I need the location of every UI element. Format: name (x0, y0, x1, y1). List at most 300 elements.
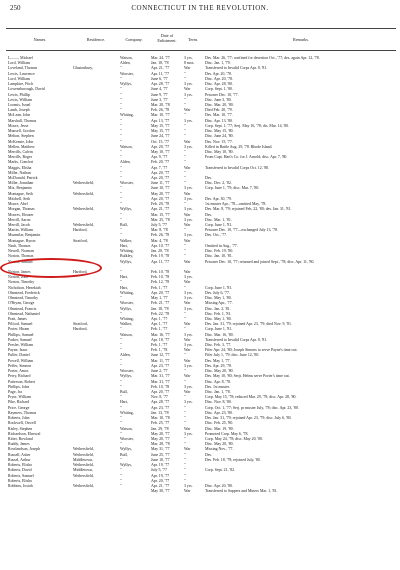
cell-remarks: Disc. Nov. 8, '80. (205, 400, 232, 405)
cell-name: Montague, Seth (8, 191, 33, 196)
cell-remarks: Transferred to Invalid Corps Apr. 8, '81. (205, 66, 268, 71)
cell-term: War (184, 426, 191, 431)
cell-name: Porter, Amos (8, 369, 29, 374)
cell-company: Wooster, (120, 301, 134, 306)
cell-company: Hart, (120, 243, 128, 248)
cell-term: War (184, 66, 191, 71)
cell-term: 3 yrs. (184, 296, 193, 301)
cell-residence: Wethersfield, (73, 463, 94, 468)
cell-date: Feb. 19, '78 (151, 254, 170, 259)
cell-remarks: Disc. Apr. 13, '80. (205, 118, 234, 123)
cell-date: May 20, '77 (151, 436, 170, 441)
cell-name: Phillips, John (8, 384, 30, 389)
cell-name: Peffer, Simeon (8, 363, 32, 368)
cell-name: Mix, Benjamin (8, 186, 32, 191)
cell-date: Feb. 25, '77 (151, 421, 170, 426)
cell-remarks: Disc. Mar. 20, '80. (205, 102, 234, 107)
cell-date: Mar. 10, '77 (151, 113, 170, 118)
cell-name: Lewis, Phillip (8, 92, 30, 97)
cell-term: " (184, 202, 186, 207)
cell-term: War (184, 447, 191, 452)
cell-name: Price, George (8, 405, 30, 410)
cell-remarks: Disc. Jan. 1, '79. (205, 61, 231, 66)
cell-company: " (120, 269, 122, 274)
cell-name: Olmstead, Francis (8, 306, 37, 311)
cell-term: 3 yrs. (184, 82, 193, 87)
cell-date: Feb. 26, '78 (151, 108, 170, 113)
cell-remarks: Disc. Apr. 8, '78. (205, 379, 232, 384)
cell-remarks: Disc. June 3, '80. (205, 97, 232, 102)
cell-company: " (120, 311, 122, 316)
cell-term: " (184, 442, 186, 447)
cell-remarks: Corp. June 1, '79; disc. Mar. 7, '80. (205, 186, 260, 191)
cell-date: Apr. 11, '77 (151, 259, 170, 264)
cell-term: " (184, 176, 186, 181)
cell-remarks: Disc. Feb. 1, '81. (205, 311, 232, 316)
cell-date: Mar. 25, '78 (151, 217, 170, 222)
cell-date: June 11, '77 (151, 181, 170, 186)
cell-date: Mar. 20, '78 (151, 102, 170, 107)
cell-remarks: Corp. Oct. 1, '77; Serj. pr muster July, '78; disc. Apr. 23, '80. (205, 405, 299, 410)
cell-name: Marks, Comfort (8, 160, 34, 165)
cell-company: Whiting, (120, 290, 134, 295)
cell-date: Feb. 1, '78 (151, 348, 168, 353)
cell-date: Feb. 10, '78 (151, 269, 170, 274)
cell-residence: Stratford, (73, 238, 88, 243)
cell-remarks: 1st muster Apr., '78—omitted May, '78. (205, 202, 267, 207)
cell-remarks: Omitted in Aug., '77. (205, 243, 238, 248)
cell-company: " (120, 421, 122, 426)
cell-company: Wyllys, (120, 207, 132, 212)
cell-name: Russell, Asher (8, 452, 31, 457)
cell-name: Melton, Stephen (8, 134, 34, 139)
cell-date: Apr. 28, '77 (151, 82, 170, 87)
col-name: Names. (33, 37, 47, 42)
cell-remarks: Disc. Apr. 20, '80. (205, 483, 234, 488)
page-number: 250 (10, 4, 21, 12)
cell-name: Presler, William (8, 343, 34, 348)
cell-remarks: Des. May 1, '77. (205, 358, 231, 363)
cell-name: Perry, Richard (8, 374, 31, 379)
cell-company: Wyllys, (120, 447, 132, 452)
cell-residence: Wethersfield, (73, 223, 94, 227)
cell-residence: Wethersfield, (73, 207, 94, 212)
cell-remarks: Disc. Dec. 2, '82. (205, 181, 232, 186)
cell-name: Lewis, Lawrence (8, 71, 35, 76)
cell-remarks: Missing Nov., '77. (205, 447, 234, 452)
cell-company: " (120, 123, 122, 128)
cell-term: 3 yrs. (184, 363, 193, 368)
cell-company: Bull, (120, 452, 128, 457)
cell-company: " (120, 87, 122, 92)
cell-term: 3 yrs. (184, 233, 193, 238)
cell-company: " (120, 191, 122, 196)
cell-company: " (120, 442, 122, 447)
cell-residence: Wethersfield, (73, 483, 94, 488)
cell-name: Robbins, Josiah (8, 483, 33, 488)
cell-company: Watson, (120, 56, 133, 60)
cell-company: Watson, (120, 426, 133, 431)
cell-company: " (120, 343, 122, 348)
cell-date: May 1, '77 (151, 296, 168, 301)
cell-term: " (184, 457, 186, 462)
cell-remarks: Disc. Apr. 28, '80. (205, 82, 234, 87)
cell-name: Parker, Samuel (8, 337, 32, 342)
cell-term: " (184, 311, 186, 316)
cell-name: Montague, Byron (8, 238, 36, 243)
highlight-oval (0, 258, 102, 278)
cell-date: Apr. 20, '77 (151, 170, 170, 175)
cell-term: " (184, 395, 186, 400)
cell-date: June 25, '77 (151, 452, 170, 457)
cell-term: War (184, 374, 191, 379)
cell-name: Porter, Hiram (8, 327, 30, 332)
cell-name: Moores, Eleazer (8, 212, 34, 217)
cell-name: Moore, Jesse (8, 123, 29, 128)
cell-name: Ruddy, James (8, 442, 30, 447)
cell-term: " (184, 436, 186, 441)
cell-name: Roberts, Samuel (8, 473, 34, 478)
cell-remarks: Fifer Apr. 24, '80; Joseph Simons to serve Payne's time out. (205, 348, 298, 353)
cell-term: War (184, 322, 191, 327)
cell-company: " (120, 129, 122, 134)
cell-company: " (120, 76, 122, 81)
cell-date: Mar. 11, '77 (151, 358, 170, 363)
cell-remarks: Des. (205, 212, 213, 217)
cell-term: 3 yrs. (184, 431, 193, 436)
cell-company: Wyllys, (120, 463, 132, 468)
cell-name: Phillips, Samuel (8, 332, 34, 337)
cell-date: May 30, '77 (151, 489, 170, 494)
cell-name: Rowlandson, Joseph (8, 447, 40, 452)
cell-residence: Glastonbury, (73, 66, 93, 71)
cell-company: Bull, (120, 390, 128, 394)
cell-term: " (184, 71, 186, 76)
cell-date: June 10, '77 (151, 457, 170, 462)
cell-remarks: Des. Apr. 20, '78. (205, 71, 232, 76)
cell-name: Merrill, Aaron (8, 217, 31, 222)
cell-term: 3 yrs. (184, 275, 193, 280)
cell-date: Feb. 1, '77 (151, 327, 168, 332)
cell-date: Mar. 8, '78 (151, 228, 168, 233)
cell-company: " (120, 384, 122, 389)
cell-term: " (184, 463, 186, 468)
cell-term: War (184, 390, 191, 394)
cell-name: Ritter, Rowland (8, 436, 33, 441)
cell-date: Apr. 20, '77 (151, 290, 170, 295)
cell-date: Mar. 28, '78 (151, 442, 170, 447)
cell-name: Miller, Jonathan (8, 181, 34, 186)
cell-date: Apr. 10, '77 (151, 243, 170, 248)
cell-date: Apr. 1, '77 (151, 316, 168, 321)
cell-date: May 15, '77 (151, 129, 170, 134)
cell-date: Apr. 11, '77 (151, 71, 170, 76)
cell-company: Wyllys, (120, 259, 132, 264)
cell-remarks: Des. May 10, '80; Serjt. Helms serve Porter's time out. (205, 374, 290, 379)
cell-company: " (120, 348, 122, 353)
cell-term: War (184, 191, 191, 196)
cell-date: Mar. 16, '77 (151, 332, 170, 337)
cell-name: Lampkire, Fitch (8, 82, 34, 87)
cell-date: June 2, '77 (151, 369, 168, 374)
cell-name: Payne, Isaac (8, 348, 28, 353)
cell-company: " (120, 327, 122, 332)
cell-name: Lowensborough, David (8, 87, 45, 92)
cell-remarks: Des. Nov. 15, '77. (205, 139, 233, 144)
cell-name: Rockwell, Oswell (8, 421, 36, 426)
cell-name: Richardson, Elnewal (8, 431, 41, 436)
cell-remarks: Des. (205, 452, 213, 457)
cell-remarks: Transferred to Sappers and Miners Mar. 1, '81. (205, 489, 278, 494)
cell-company: " (120, 280, 122, 285)
cell-term: " (184, 478, 186, 483)
cell-company: Walker, (120, 238, 132, 243)
cell-name: Russel, Arthur (8, 457, 31, 462)
cell-residence: Wethersfield, (73, 473, 94, 478)
cell-name: Norton, James (8, 269, 31, 274)
cell-term: " (184, 129, 186, 134)
cell-remarks: Des. Apr. 30, '79. (205, 196, 232, 201)
cell-term: War (184, 280, 191, 285)
page-title: CONNECTICUT IN THE REVOLUTION. (131, 4, 269, 12)
cell-company: Wooster, (120, 71, 134, 76)
col-residence: Residence. (86, 37, 106, 42)
cell-date: Jan. 20, '78 (151, 249, 169, 254)
cell-date: Apr. 7, '77 (151, 165, 168, 170)
cell-remarks: Killed in Battle Aug. 29, '78. Rhode Island. (205, 144, 273, 149)
cell-name: Pratt, James (8, 316, 27, 321)
cell-remarks: Des. Mar. 10, '77. (205, 113, 233, 118)
cell-name: Merrill, Jacob (8, 223, 30, 227)
cell-remarks: Des. Mar. 26, '77; confined for desertion Oct., '77; des. again Apr. 12, '78. (205, 56, 320, 60)
cell-term: " (184, 102, 186, 107)
cell-term: War (184, 108, 191, 113)
cell-remarks: Disc. June 24, '80. (205, 134, 234, 139)
cell-name: Norton, Samuel (8, 259, 33, 264)
cell-company: Whiting, (120, 410, 134, 415)
cell-remarks: Disc. Feb. 3, '77. (205, 343, 232, 348)
cell-company: Whiting, (120, 113, 134, 118)
cell-remarks: Des. Jan. 31, '79; rejoined Apr. 23, '79; disc. July 6, '80. (205, 416, 292, 421)
cell-name: Mellen, Matthew (8, 144, 35, 149)
cell-company: " (120, 483, 122, 488)
cell-term: War (184, 337, 191, 342)
cell-name: Moore, Abel (8, 202, 28, 207)
cell-residence: Hartford, (73, 269, 88, 274)
cell-name: Nash, Thomas (8, 243, 31, 248)
cell-date: Apr. 1, '77 (151, 322, 168, 327)
cell-date: Apr. 20, '77 (151, 196, 170, 201)
cell-residence: Hartford, (73, 327, 88, 332)
cell-company: " (120, 379, 122, 384)
cell-date: Apr. 21, '77 (151, 207, 170, 212)
cell-name: Roberts, David (8, 468, 32, 473)
cell-term: " (184, 249, 186, 254)
cell-remarks: Des. (205, 176, 213, 181)
header-rule-top (6, 28, 396, 29)
cell-company: Walker, (120, 322, 132, 327)
cell-remarks: Missing Apr., '77. (205, 301, 233, 306)
cell-company: " (120, 473, 122, 478)
cell-date: June 24, '77 (151, 134, 170, 139)
cell-remarks: Disc. Jan. 1, '78. (205, 390, 231, 394)
cell-name: Loomis, Israel (8, 102, 31, 107)
cell-name: Marshall, Thomas (8, 118, 37, 123)
cell-remarks: Corp. Sept. 21, '82. (205, 468, 235, 473)
cell-name: Pike, Richard (8, 400, 30, 405)
cell-company: " (120, 337, 122, 342)
cell-company: " (120, 176, 122, 181)
cell-residence: Middletown, (73, 468, 93, 473)
cell-date: Feb. 20, '77 (151, 160, 170, 165)
cell-remarks: Disc. May 15, '80. (205, 129, 234, 134)
cell-term: " (184, 149, 186, 154)
cell-date: Feb. 10, '78 (151, 275, 170, 280)
cell-company: " (120, 92, 122, 97)
cell-company: " (120, 102, 122, 107)
cell-name: Martin, William (8, 228, 34, 233)
cell-date: Jan. 18, '78 (151, 61, 169, 66)
cell-date: Apr. 19, '77 (151, 463, 170, 468)
cell-date: May 31, '77 (151, 447, 170, 452)
cell-name: Miller, Nathan (8, 170, 31, 175)
cell-term: War (184, 259, 191, 264)
cell-name: Patterson, Robert (8, 379, 36, 384)
cell-company: " (120, 186, 122, 191)
cell-company: " (120, 202, 122, 207)
cell-remarks: Corp. May 15, '78; reduced Mar. 29, '79; disc. Apr. 28, '80. (205, 395, 297, 400)
cell-remarks: Disc. Jan. 10, '81. (205, 254, 233, 259)
cell-name: Pulfer, Daniel (8, 353, 30, 358)
cell-date: Apr. 20, '77 (151, 478, 170, 483)
cell-date: May 15, '77 (151, 123, 170, 128)
cell-date: June 3, '77 (151, 97, 168, 102)
cell-name: Norton, Timothy (8, 280, 35, 285)
cell-date: Apr. 19, '77 (151, 473, 170, 478)
cell-remarks: Des. July 6, '77. (205, 290, 230, 295)
cell-name: Merrills, Calvin (8, 149, 33, 154)
cell-term: War (184, 223, 191, 227)
cell-term: 3 yrs. (184, 400, 193, 405)
cell-name: McLean, John (8, 113, 31, 118)
cell-company: Alden, (120, 160, 131, 165)
cell-company: Wooster, (120, 436, 134, 441)
cell-company: " (120, 97, 122, 102)
cell-term: " (184, 369, 186, 374)
cell-name: Muzmilar, Benjamin (8, 233, 41, 238)
cell-remarks: Corp. May 24, '78; disc. May 20, '80. (205, 436, 264, 441)
cell-remarks: Corp. June 1, '81. (205, 223, 233, 227)
cell-company: " (120, 108, 122, 113)
cell-name: Roberts, Elisha (8, 478, 32, 483)
cell-term: " (184, 468, 186, 473)
cell-name: Powell, William (8, 358, 34, 363)
cell-date: Mar. 24, '77 (151, 56, 170, 60)
cell-remarks: From Capt. Hart's Co. for J. Arnold; disc. Apr. 7, '80. (205, 155, 288, 160)
cell-remarks: Disc. Feb. 25, '80. (205, 421, 234, 426)
cell-company: " (120, 118, 122, 123)
cell-date: Mar. 31, '77 (151, 379, 170, 384)
cell-name: Nicholson, Hezekiah (8, 285, 41, 290)
cell-term: " (184, 76, 186, 81)
cell-company: Wyllys, (120, 82, 132, 87)
cell-term: " (184, 353, 186, 358)
cell-term: 8 mos. (184, 61, 195, 66)
cell-remarks: Disc. Mar. 1, '81. (205, 217, 232, 222)
cell-name: O'Bryan, George (8, 301, 35, 306)
cell-term: War (184, 212, 191, 217)
cell-date: Apr. 9, '77 (151, 155, 168, 160)
cell-remarks: Disc. Apr. 20, '78. (205, 76, 234, 81)
cell-date: May 20, '77 (151, 431, 170, 436)
cell-name: Lord, William (8, 61, 31, 66)
cell-company: " (120, 457, 122, 462)
cell-term: " (184, 452, 186, 457)
cell-term: War (184, 348, 191, 353)
cell-company: " (120, 66, 122, 71)
cell-remarks: Disc. May 10, '80. (205, 149, 234, 154)
cell-date: Apr. 20, '77 (151, 144, 170, 149)
cell-term: 3 yrs. (184, 207, 193, 212)
cell-company: Hart, (120, 400, 128, 405)
table-row (0, 489, 400, 494)
cell-company: " (120, 139, 122, 144)
cell-company: Alden, (120, 353, 131, 358)
cell-date: Feb. 20, '78 (151, 202, 170, 207)
cell-date: Feb. 12, '78 (151, 280, 170, 285)
cell-term: 3 yrs. (184, 290, 193, 295)
cell-name: Lord, William (8, 76, 31, 81)
cell-remarks: Corp. Sept. 1, '80. (205, 87, 234, 92)
cell-name: L——, Michael (8, 56, 33, 60)
cell-date: June 12, '77 (151, 353, 170, 358)
cell-remarks: Transferred to Invalid Corps Oct. 12, '80. (205, 165, 270, 170)
cell-company: Wyllys, (120, 374, 132, 379)
cell-remarks: Promoted Corp. May 6, '78. (205, 431, 249, 436)
cell-remarks: Corp. June 1, '81. (205, 285, 233, 290)
cell-name: Maggis, Elisha (8, 165, 32, 170)
cell-remarks: Des. Jan. 31, '79; rejoined Apr. 23, '79; died Nov. 9, '81. (205, 322, 292, 327)
cell-term: 3 yrs. (184, 483, 193, 488)
cell-company: " (120, 165, 122, 170)
col-company: Company. (125, 37, 143, 42)
cell-company: Wooster, (120, 181, 134, 186)
cell-company: " (120, 149, 122, 154)
cell-company: " (120, 478, 122, 483)
cell-term: 3 yrs. (184, 118, 193, 123)
cell-remarks: Disc. Jan. 2, '81. (205, 306, 231, 311)
cell-date: Apr. 23, '77 (151, 405, 170, 410)
cell-date: Apr. 13, '77 (151, 118, 170, 123)
col-remarks: Remarks. (293, 37, 309, 42)
cell-remarks: Des. Mar. 8, '79; rejoined Feb. 22, '80; des. Jan. 31, '81. (205, 207, 292, 212)
cell-name: Morgan, Thomas (8, 207, 35, 212)
cell-name: Olmstead, Timothy (8, 296, 39, 301)
cell-date: Nov. 8, '77 (151, 395, 168, 400)
cell-remarks: Disc. Mar. 16, '80. (205, 332, 234, 337)
cell-company: Watson, (120, 144, 133, 149)
cell-date: Apr. 20, '77 (151, 390, 170, 394)
cell-term: " (184, 379, 186, 384)
cell-date: July 5, '77 (151, 223, 167, 227)
cell-term: " (184, 410, 186, 415)
cell-remarks: Died Feb. 20, '79. (205, 108, 233, 113)
cell-residence: Middletown, (73, 457, 93, 462)
cell-date: Jan. 29, '78 (151, 426, 169, 431)
cell-term: " (184, 228, 186, 233)
cell-name: Norton, John (8, 275, 29, 280)
cell-date: Mar. 10, '78 (151, 416, 170, 421)
